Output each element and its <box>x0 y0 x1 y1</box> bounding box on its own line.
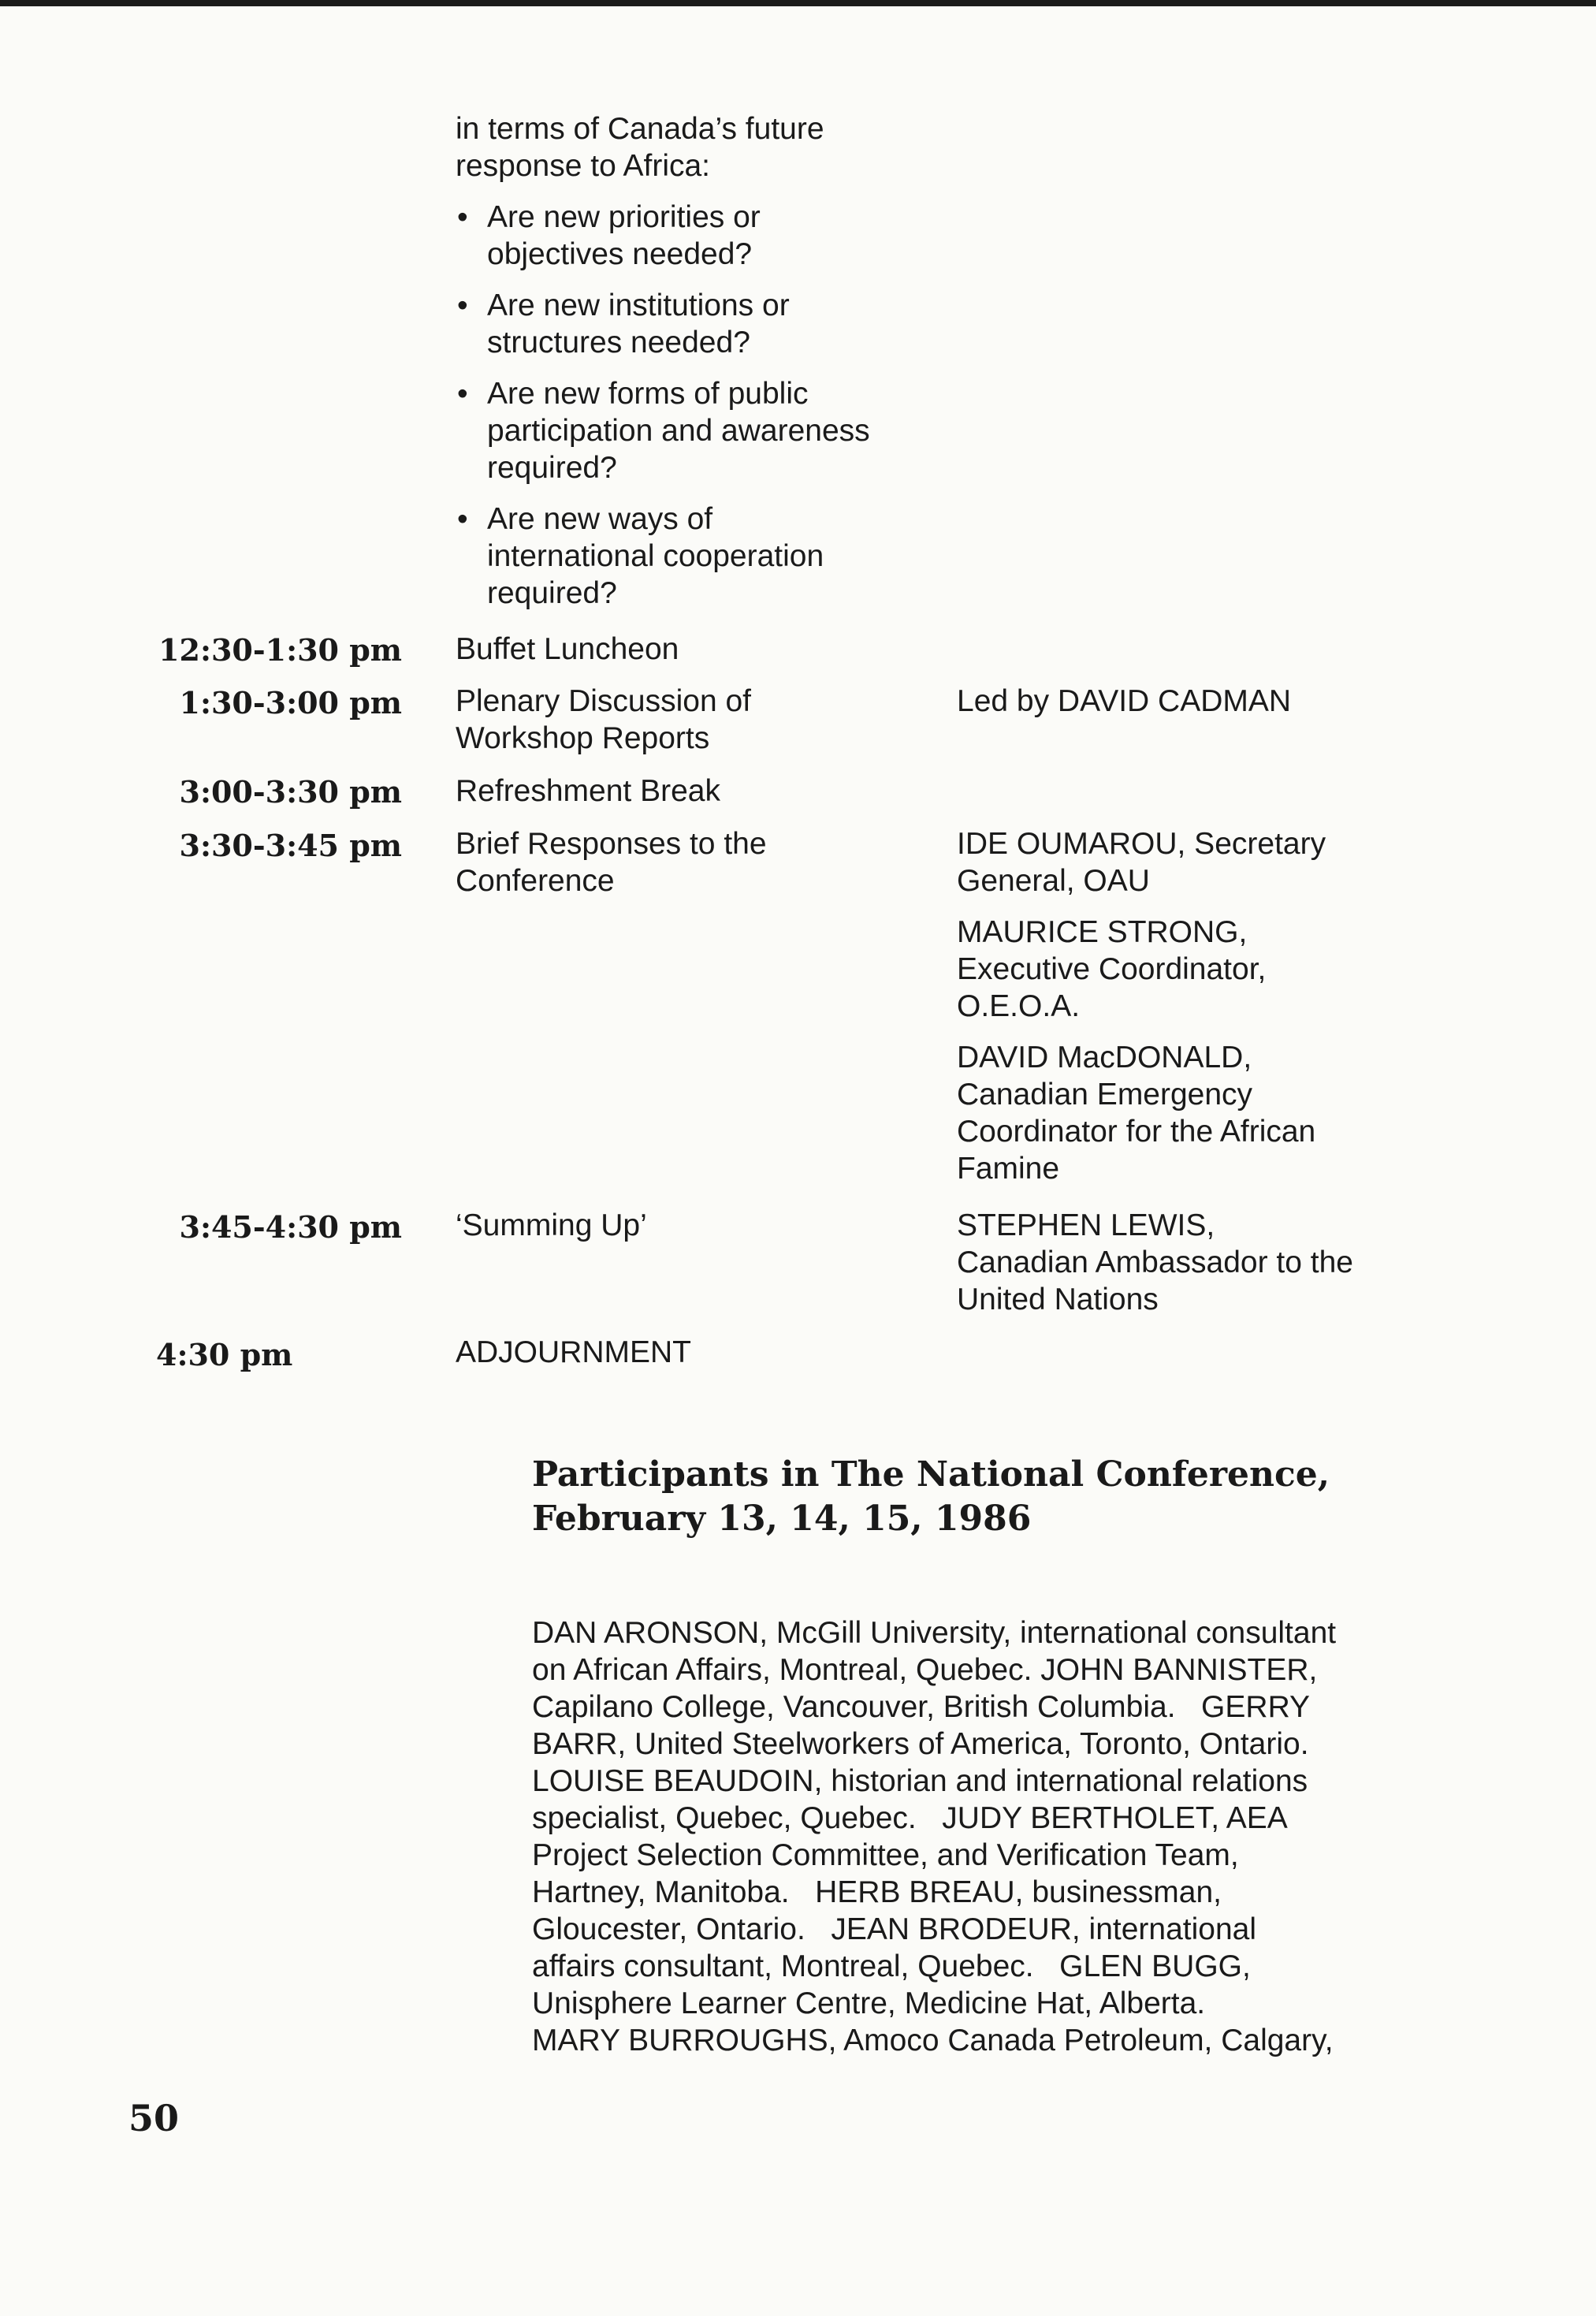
speaker-line: STEPHEN LEWIS, <box>957 1208 1215 1242</box>
participants-line: BARR, United Steelworkers of America, Toronto, Ontario. <box>532 1727 1309 1761</box>
schedule-event <box>456 631 897 668</box>
speaker-line: O.E.O.A. <box>957 989 1081 1023</box>
intro-line: response to Africa: <box>456 149 711 183</box>
event-line: Refreshment Break <box>456 774 720 808</box>
schedule-time: 12:30-1:30 pm <box>158 632 402 668</box>
schedule-time: 3:30-3:45 pm <box>179 828 402 863</box>
schedule-speakers <box>957 1207 1445 1332</box>
question-line: participation and awareness <box>487 414 870 448</box>
schedule-event <box>456 683 897 757</box>
heading-line: February 13, 14, 15, 1986 <box>532 1499 1032 1539</box>
schedule-time: 3:00-3:30 pm <box>179 774 402 810</box>
question-line: required? <box>487 451 617 485</box>
schedule-speakers <box>957 683 1445 734</box>
speaker-line: Canadian Emergency <box>957 1078 1253 1111</box>
participants-line: DAN ARONSON, McGill University, international consultant <box>532 1616 1337 1650</box>
event-line: Conference <box>456 864 615 898</box>
event-line: Plenary Discussion of <box>456 684 751 718</box>
speaker-line: General, OAU <box>957 864 1150 898</box>
speaker-line: Led by DAVID CADMAN <box>957 684 1292 718</box>
question-line: • Are new forms of public <box>487 377 809 411</box>
participants-line: specialist, Quebec, Quebec. JUDY BERTHOLET, AEA <box>532 1801 1288 1835</box>
question-item <box>456 199 913 273</box>
schedule-event <box>456 1334 897 1371</box>
page-number: 50 <box>128 2097 180 2139</box>
heading-line: Participants in The National Conference, <box>532 1454 1330 1495</box>
intro-text <box>456 110 897 184</box>
participants-list <box>532 1614 1438 2059</box>
event-line: ADJOURNMENT <box>456 1335 691 1369</box>
participants-line: Project Selection Committee, and Verification Team, <box>532 1838 1239 1872</box>
speaker-line: Executive Coordinator, <box>957 952 1267 986</box>
participants-line: Capilano College, Vancouver, British Columbia. GERRY <box>532 1690 1311 1724</box>
event-line: ‘Summing Up’ <box>456 1208 647 1242</box>
participants-line: Unisphere Learner Centre, Medicine Hat, Alberta. <box>532 1986 1206 2020</box>
speaker-entry <box>957 914 1445 1025</box>
speaker-entry <box>957 1039 1445 1187</box>
speaker-entry <box>957 1207 1445 1318</box>
schedule-time: 3:45-4:30 pm <box>179 1209 402 1245</box>
schedule-time: 4:30 pm <box>156 1337 293 1372</box>
question-item <box>456 501 913 612</box>
question-line: • Are new priorities or <box>487 200 761 234</box>
question-item <box>456 375 913 486</box>
speaker-line: DAVID MacDONALD, <box>957 1041 1252 1074</box>
schedule-event <box>456 1207 897 1244</box>
participants-line: MARY BURROUGHS, Amoco Canada Petroleum, Calgary, <box>532 2024 1334 2057</box>
top-border <box>0 0 1596 6</box>
question-item <box>456 287 913 361</box>
speaker-line: MAURICE STRONG, <box>957 915 1248 949</box>
schedule-time: 1:30-3:00 pm <box>179 685 402 720</box>
question-line: required? <box>487 576 617 610</box>
question-line: • Are new ways of <box>487 502 713 536</box>
event-line: Brief Responses to the <box>456 827 767 861</box>
speaker-line: Coordinator for the African <box>957 1115 1316 1149</box>
question-line: objectives needed? <box>487 237 753 271</box>
speaker-entry <box>957 683 1445 720</box>
speaker-line: Famine <box>957 1152 1060 1186</box>
question-list <box>456 199 913 626</box>
participants-line: affairs consultant, Montreal, Quebec. GLEN BUGG, <box>532 1949 1251 1983</box>
event-line: Workshop Reports <box>456 721 710 755</box>
participants-heading <box>532 1453 1478 1541</box>
speaker-entry <box>957 825 1445 899</box>
speaker-line: United Nations <box>957 1283 1159 1316</box>
schedule-event <box>456 773 897 810</box>
question-line: structures needed? <box>487 326 750 359</box>
intro-line: in terms of Canada’s future <box>456 112 824 146</box>
participants-line: Gloucester, Ontario. JEAN BRODEUR, international <box>532 1912 1257 1946</box>
participants-line: on African Affairs, Montreal, Quebec. JOHN BANNISTER, <box>532 1653 1318 1687</box>
speaker-line: Canadian Ambassador to the <box>957 1246 1354 1279</box>
question-line: international cooperation <box>487 539 824 573</box>
schedule-event <box>456 825 897 899</box>
event-line: Buffet Luncheon <box>456 632 679 666</box>
participants-line: LOUISE BEAUDOIN, historian and international relations <box>532 1764 1308 1798</box>
schedule-speakers <box>957 825 1445 1201</box>
speaker-line: IDE OUMAROU, Secretary <box>957 827 1326 861</box>
question-line: • Are new institutions or <box>487 289 790 322</box>
participants-line: Hartney, Manitoba. HERB BREAU, businessman, <box>532 1875 1222 1909</box>
